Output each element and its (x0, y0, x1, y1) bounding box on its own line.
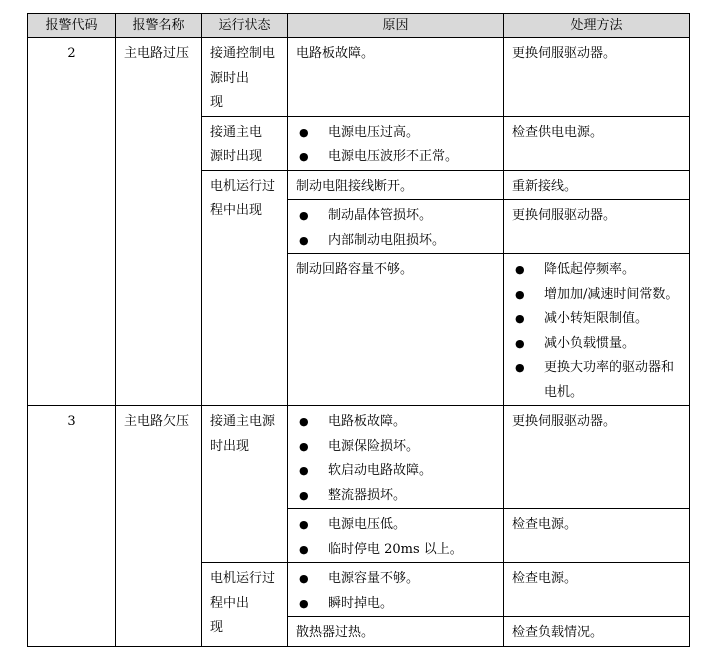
action-cell (504, 563, 690, 617)
bullet-dot-icon: ● (515, 361, 525, 374)
cause-bullet-text: 软启动电路故障。 (328, 463, 433, 478)
alarm-table-body (28, 38, 690, 647)
cause-bullet-item (296, 567, 495, 592)
run-state-cell (202, 406, 288, 563)
cause-cell (288, 617, 504, 647)
cause-cell (288, 200, 504, 254)
run-state-cell (202, 170, 288, 406)
action-bullet-text: 增加加/减速时间常数。 (544, 286, 679, 302)
bullet-dot-icon: ● (299, 150, 309, 163)
action-bullet-text: 降低起停频率。 (544, 262, 636, 277)
bullet-dot-icon: ● (299, 542, 309, 556)
header-cause: 原因 (288, 14, 504, 38)
cause-bullet-list (296, 410, 495, 508)
run-state-line: 程中出现 (210, 203, 263, 218)
alarm-name-cell: 主电路欠压 (116, 406, 202, 647)
action-cell (504, 406, 690, 509)
run-state-line: 电机运行过 (210, 178, 276, 194)
bullet-dot-icon: ● (299, 233, 309, 247)
cause-bullet-item (296, 459, 495, 484)
action-text: 检查供电电源。 (512, 124, 604, 140)
cause-cell (288, 406, 504, 509)
action-bullet-list (512, 258, 681, 405)
bullet-dot-icon: ● (299, 596, 309, 610)
cause-bullet-text: 瞬时掉电。 (328, 595, 394, 611)
cause-text: 散热器过热。 (296, 625, 375, 640)
bullet-dot-icon: ● (299, 488, 309, 502)
cause-bullet-text: 制动晶体管损坏。 (328, 208, 433, 223)
cause-cell (288, 254, 504, 406)
run-state-line: 时出现 (210, 438, 250, 454)
action-text: 检查电源。 (512, 571, 578, 586)
header-code: 报警代码 (28, 14, 116, 38)
cause-bullet-text: 整流器损坏。 (328, 487, 407, 503)
cause-cell (288, 170, 504, 200)
run-state-line: 电机运行过 (210, 571, 276, 586)
action-cell (504, 116, 690, 170)
action-bullet-text: 减小负载惯量。 (544, 335, 636, 351)
bullet-dot-icon: ● (299, 209, 309, 222)
action-text: 更换伺服驱动器。 (512, 208, 617, 223)
run-state-line: 现 (210, 95, 224, 110)
cause-bullet-item (296, 121, 495, 146)
alarm-table (27, 13, 690, 647)
cause-bullet-item (296, 435, 495, 460)
action-cell (504, 200, 690, 254)
cause-bullet-text: 电源电压低。 (328, 517, 407, 532)
cause-bullet-item (296, 204, 495, 229)
cause-bullet-text: 电源电压波形不正常。 (328, 149, 459, 164)
alarm-name-cell: 主电路过压 (116, 38, 202, 406)
run-state-line: 接通主电源 (210, 414, 276, 429)
cause-bullet-text: 电源容量不够。 (328, 571, 420, 586)
cause-cell (288, 509, 504, 563)
bullet-dot-icon: ● (299, 439, 309, 453)
cause-bullet-text: 电源保险损坏。 (328, 438, 420, 454)
bullet-dot-icon: ● (299, 518, 309, 531)
cause-bullet-item (296, 538, 495, 563)
run-state-cell (202, 116, 288, 170)
run-state-line: 接通主电 (210, 124, 263, 140)
run-state-line: 接通控制电 (210, 46, 276, 61)
cause-bullet-list (296, 567, 495, 616)
alarm-code-cell: 2 (28, 38, 116, 406)
run-state-line: 源时出现 (210, 149, 263, 164)
bullet-dot-icon: ● (515, 312, 525, 325)
action-bullet-text: 更换大功率的驱动器和电机。 (544, 360, 675, 400)
bullet-dot-icon: ● (299, 125, 309, 139)
action-cell (504, 254, 690, 406)
cause-bullet-text: 电源电压过高。 (328, 124, 420, 140)
run-state-cell (202, 38, 288, 117)
cause-text: 制动电阻接线断开。 (296, 178, 414, 194)
cause-bullet-text: 临时停电 20ms 以上。 (328, 541, 463, 557)
action-text: 检查电源。 (512, 517, 578, 532)
cause-bullet-item (296, 513, 495, 538)
action-cell (504, 509, 690, 563)
run-state-line: 现 (210, 620, 224, 635)
cause-bullet-item (296, 592, 495, 617)
action-bullet-item (512, 356, 681, 405)
bullet-dot-icon: ● (515, 263, 525, 276)
bullet-dot-icon: ● (299, 572, 309, 585)
action-bullet-item (512, 258, 681, 283)
cause-cell (288, 563, 504, 617)
bullet-dot-icon: ● (515, 287, 525, 301)
cause-bullet-text: 内部制动电阻损坏。 (328, 232, 446, 248)
action-bullet-item (512, 283, 681, 308)
action-text: 重新接线。 (512, 178, 578, 194)
action-cell (504, 170, 690, 200)
cause-bullet-list (296, 513, 495, 562)
table-row (28, 38, 690, 117)
header-state: 运行状态 (202, 14, 288, 38)
action-bullet-item (512, 307, 681, 332)
run-state-cell (202, 563, 288, 647)
alarm-code-cell: 3 (28, 406, 116, 647)
cause-bullet-item (296, 229, 495, 254)
action-bullet-item (512, 332, 681, 357)
action-cell (504, 38, 690, 117)
cause-text: 制动回路容量不够。 (296, 262, 414, 277)
cause-text: 电路板故障。 (296, 46, 375, 61)
header-row (28, 14, 690, 38)
action-text: 更换伺服驱动器。 (512, 414, 617, 429)
cause-bullet-text: 电路板故障。 (328, 414, 407, 429)
bullet-dot-icon: ● (515, 336, 525, 350)
action-cell (504, 617, 690, 647)
cause-bullet-list (296, 121, 495, 170)
header-name: 报警名称 (116, 14, 202, 38)
cause-bullet-list (296, 204, 495, 253)
cause-bullet-item (296, 145, 495, 170)
cause-cell (288, 38, 504, 117)
table-row (28, 406, 690, 509)
cause-bullet-item (296, 484, 495, 509)
action-bullet-text: 减小转矩限制值。 (544, 311, 649, 326)
cause-cell (288, 116, 504, 170)
cause-bullet-item (296, 410, 495, 435)
action-text: 检查负载情况。 (512, 625, 604, 640)
run-state-line: 源时出 (210, 70, 250, 86)
action-text: 更换伺服驱动器。 (512, 46, 617, 61)
run-state-line: 程中出 (210, 595, 250, 611)
header-action: 处理方法 (504, 14, 690, 38)
bullet-dot-icon: ● (299, 464, 309, 477)
bullet-dot-icon: ● (299, 415, 309, 428)
